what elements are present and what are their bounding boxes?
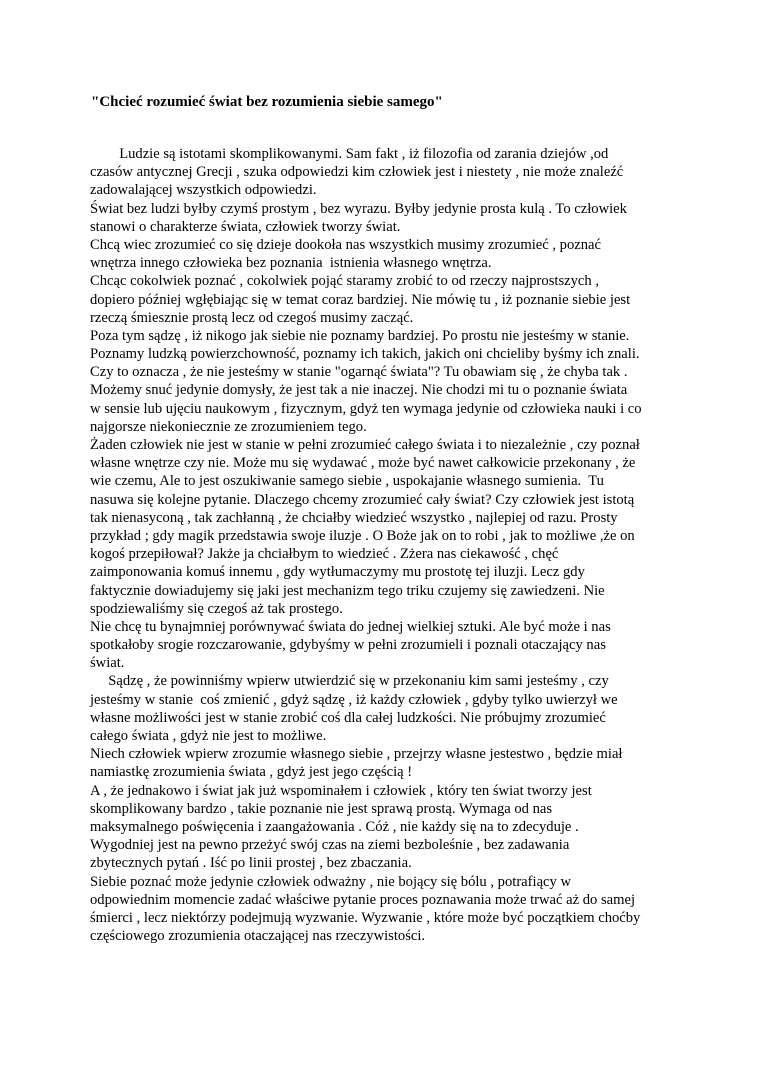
body-line: Żaden człowiek nie jest w stanie w pełni zrozumieć całego świata i to niezależnie , czy poznał [90,437,640,453]
body-line: Wygodniej jest na pewno przeżyć swój czas na ziemi bezboleśnie , bez zadawania [90,837,570,854]
body-line: dopiero później wgłębiając się w temat coraz bardziej. Nie mówię tu , iż poznanie siebie jest [90,291,631,308]
body-line: czasów antycznej Grecji , szuka odpowiedzi kim człowiek jest i niestety , nie może znaleźć [90,164,624,181]
body-line: wnętrza innego człowieka bez poznania istnienia własnego wnętrza. [90,255,492,272]
body-line: zaimponowania komuś innemu , gdy wytłumaczymy mu prostotę tej iluzji. Lecz gdy [90,564,585,581]
body-line: w sensie lub ujęciu naukowym , fizycznym, gdyż ten wymaga jedynie od człowieka nauki i co [90,400,642,417]
body-line: spotkałoby srogie rozczarowanie, gdybyśmy w pełni zrozumieli i poznali otaczający nas [90,637,606,654]
body-line: namiastkę zrozumienia świata , gdyż jest jego częścią ! [90,764,413,781]
body-line: Siebie poznać może jedynie człowiek odważny , nie bojący się bólu , potrafiący w [90,873,572,890]
body-line: wie czemu, Ale to jest oszukiwanie samego siebie , uspokajanie własnego sumienia. Tu [90,473,604,490]
body-line: rzeczą śmiesznie prostą lecz od czegoś musimy zacząć. [90,309,414,326]
document-body [90,145,680,945]
body-line: Świat bez ludzi byłby czymś prostym , bez wyrazu. Byłby jedynie prosta kulą . To człowiek [90,200,627,217]
body-line: spodziewaliśmy się czegoś aż tak prostego. [90,600,343,617]
body-line: Chcąc cokolwiek poznać , cokolwiek pojąć staramy zrobić to od rzeczy najprostszych , [90,273,599,290]
body-line: skomplikowany bardzo , takie poznanie nie jest sprawą prostą. Wymaga od nas [90,800,553,817]
body-line: Ludzie są istotami skomplikowanymi. Sam fakt , iż filozofia od zarania dziejów ,od [90,146,609,162]
body-line: Sądzę , że powinniśmy wpierw utwierdzić się w przekonaniu kim sami jesteśmy , czy [90,673,609,690]
body-line: zadowalającej wszystkich odpowiedzi. [90,182,317,199]
body-line: świat. [90,655,125,672]
body-line: odpowiednim momencie zadać właściwe pytanie proces poznawania może trwać aż do samej [90,891,636,908]
body-line: częściowego zrozumienia otaczającej nas rzeczywistości. [90,928,426,945]
body-line: przykład ; gdy magik przedstawia swoje iluzje . O Boże jak on to robi , jak to możliwe ,że on [90,527,635,544]
body-line: Poza tym sądzę , iż nikogo jak siebie nie poznamy bardziej. Po prostu nie jesteśmy w stanie. [90,327,630,344]
body-line: Chcą wiec zrozumieć co się dzieje dookoła nas wszystkich musimy zrozumieć , poznać [90,236,602,253]
body-line: jesteśmy w stanie coś zmienić , gdyż sądzę , iż każdy człowiek , gdyby tylko uwierzył we [90,691,618,708]
body-line: najgorsze niekoniecznie ze zrozumieniem tego. [90,418,367,435]
body-line: faktycznie dowiadujemy się jaki jest mechanizm tego triku czujemy się zawiedzeni. Nie [90,582,605,599]
body-line: własne możliwości jest w stanie zrobić coś dla całej ludzkości. Nie próbujmy zrozumieć [90,709,606,726]
body-line: Czy to oznacza , że nie jesteśmy w stanie "ogarnąć świata"? Tu obawiam się , że chyba tak . [90,364,628,381]
body-line: nasuwa się kolejne pytanie. Dlaczego chcemy zrozumieć cały świat? Czy człowiek jest istotą [90,491,635,508]
body-line: zbytecznych pytań . Iść po linii prostej , bez zbaczania. [90,855,412,872]
body-line: stanowi o charakterze świata, człowiek tworzy świat. [90,218,401,235]
body-line: Nie chcę tu bynajmniej porównywać świata do jednej wielkiej sztuki. Ale być może i nas [90,618,611,635]
body-line: Poznamy ludzką powierzchowność, poznamy ich takich, jakich oni chcieliby byśmy ich znali. [90,346,640,363]
body-line: własne wnętrze czy nie. Może mu się wydawać , może być nawet całkowicie przekonany , że [90,455,636,472]
body-line: Niech człowiek wpierw zrozumie własnego siebie , przejrzy własne jestestwo , będzie miał [90,746,623,763]
body-line: śmierci , lecz niektórzy podejmują wyzwanie. Wyzwanie , które może być początkiem choćby [90,909,641,926]
body-line: Możemy snuć jedynie domysły, że jest tak a nie inaczej. Nie chodzi mi tu o poznanie świata [90,382,628,399]
body-line: całego świata , gdyż nie jest to możliwe. [90,728,327,744]
body-line: kogoś przepiłował? Jakże ja chciałbym to wiedzieć . Zżera nas ciekawość , chęć [90,546,559,563]
body-line: tak nienasyconą , tak zachłanną , że chciałby wiedzieć wszystko , najlepiej od razu. Prosty [90,509,618,526]
body-line: A , że jednakowo i świat jak już wspominałem i człowiek , który ten świat tworzy jest [90,782,592,799]
body-line: maksymalnego poświęcenia i zaangażowania . Cóż , nie każdy się na to zdecyduje . [90,818,579,835]
document-title: "Chcieć rozumieć świat bez rozumienia siebie samego" [91,94,443,110]
